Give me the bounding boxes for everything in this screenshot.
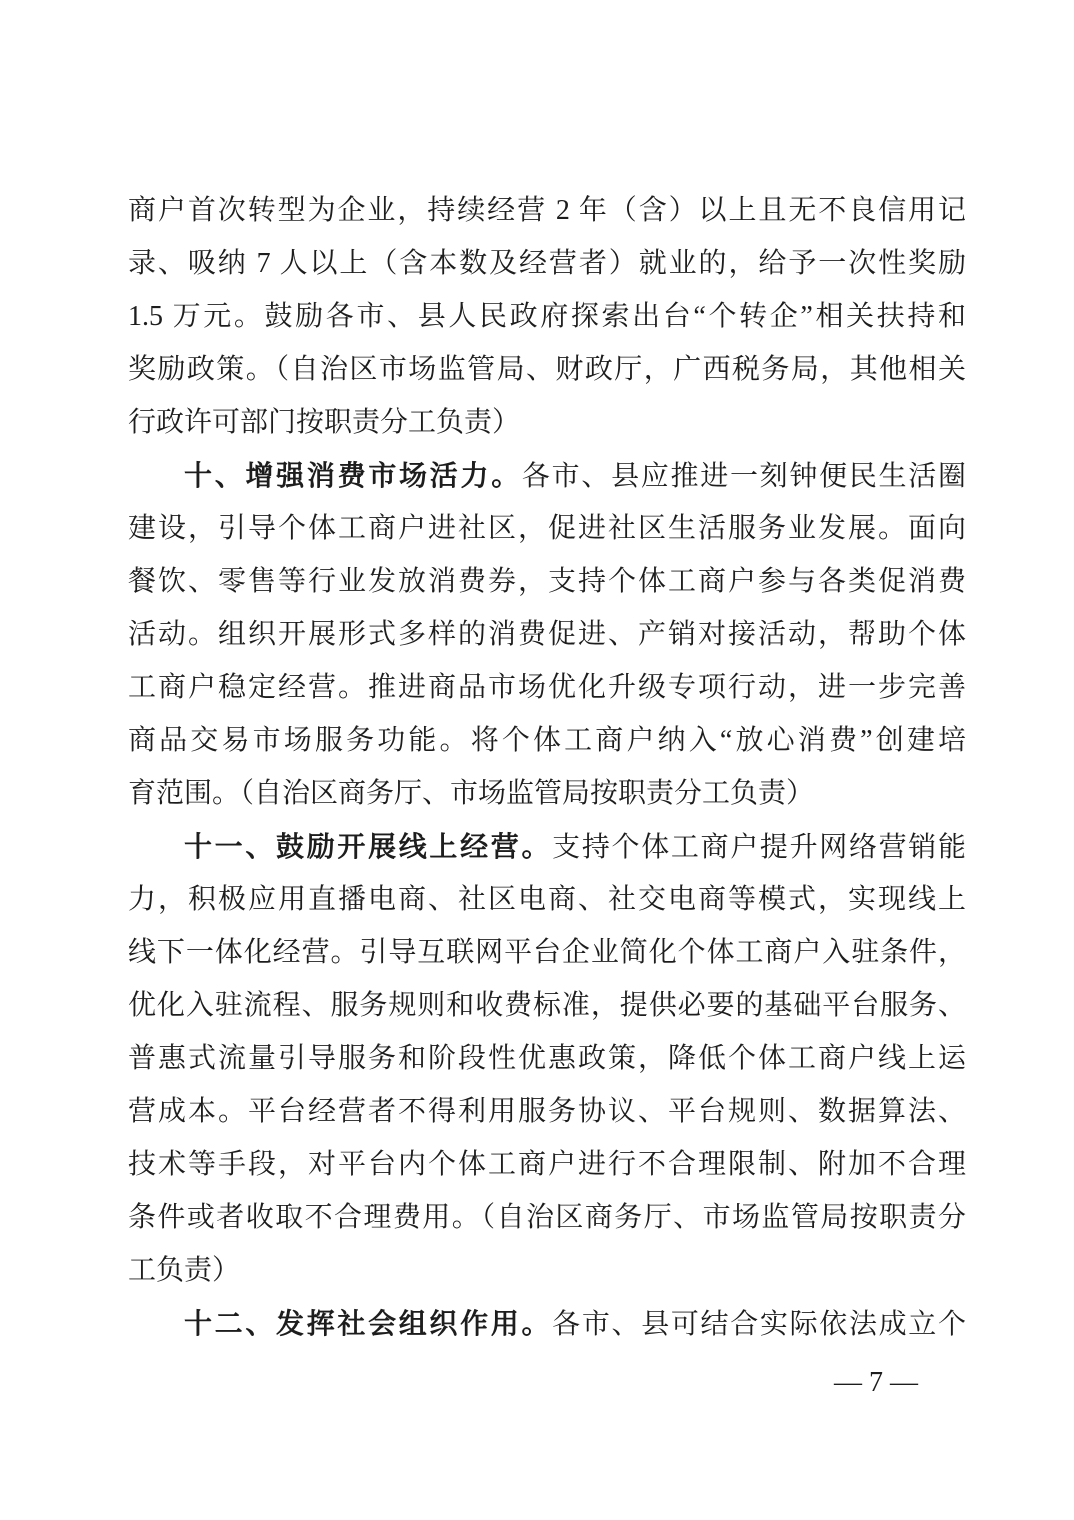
document-body xyxy=(128,184,966,1350)
text-line xyxy=(128,661,966,714)
line-text: 工负责） xyxy=(128,1255,241,1286)
page-number: — 7 — xyxy=(834,1367,918,1398)
text-line xyxy=(128,820,966,873)
line-text: 商品交易市场服务功能。将个体工商户纳入“放心消费”创建培 xyxy=(128,725,966,756)
text-line xyxy=(128,449,966,502)
text-line xyxy=(128,714,966,767)
text-line xyxy=(128,555,966,608)
text-line xyxy=(128,979,966,1032)
line-text: 奖励政策。（自治区市场监管局、财政厅，广西税务局，其他相关 xyxy=(128,354,966,385)
line-text: 各市、县可结合实际依法成立个 xyxy=(552,1309,966,1340)
text-line xyxy=(128,237,966,290)
text-line xyxy=(128,1244,966,1297)
line-text: 普惠式流量引导服务和阶段性优惠政策，降低个体工商户线上运 xyxy=(128,1043,966,1074)
line-text: 条件或者收取不合理费用。（自治区商务厅、市场监管局按职责分 xyxy=(128,1202,966,1233)
line-text: 工商户稳定经营。推进商品市场优化升级专项行动，进一步完善 xyxy=(128,672,966,703)
text-line xyxy=(128,1191,966,1244)
line-text: 餐饮、零售等行业发放消费券，支持个体工商户参与各类促消费 xyxy=(128,566,966,597)
line-text: 力，积极应用直播电商、社区电商、社交电商等模式，实现线上 xyxy=(128,884,966,915)
text-line xyxy=(128,343,966,396)
text-line xyxy=(128,290,966,343)
text-line xyxy=(128,1297,966,1350)
section-heading-10: 十、增强消费市场活力。 xyxy=(184,460,522,491)
line-text: 活动。组织开展形式多样的消费促进、产销对接活动，帮助个体 xyxy=(128,619,966,650)
line-text: 建设，引导个体工商户进社区，促进社区生活服务业发展。面向 xyxy=(128,513,966,544)
text-line xyxy=(128,1085,966,1138)
line-text: 各市、县应推进一刻钟便民生活圈 xyxy=(521,461,966,492)
line-text: 支持个体工商户提升网络营销能 xyxy=(552,832,966,863)
line-text: 育范围。（自治区商务厅、市场监管局按职责分工负责） xyxy=(128,778,815,809)
line-text: 1.5 万元。鼓励各市、县人民政府探索出台“个转企”相关扶持和 xyxy=(128,301,966,332)
line-text: 录、吸纳 7 人以上（含本数及经营者）就业的，给予一次性奖励 xyxy=(128,248,966,279)
line-text: 商户首次转型为企业，持续经营 2 年（含）以上且无不良信用记 xyxy=(128,195,966,226)
text-line xyxy=(128,184,966,237)
line-text: 线下一体化经营。引导互联网平台企业简化个体工商户入驻条件， xyxy=(128,937,966,968)
section-heading-12: 十二、发挥社会组织作用。 xyxy=(184,1308,553,1339)
text-line xyxy=(128,1032,966,1085)
text-line xyxy=(128,608,966,661)
line-text: 优化入驻流程、服务规则和收费标准，提供必要的基础平台服务、 xyxy=(128,990,966,1021)
text-line xyxy=(128,396,966,449)
text-line xyxy=(128,767,966,820)
line-text: 技术等手段，对平台内个体工商户进行不合理限制、附加不合理 xyxy=(128,1149,966,1180)
text-line xyxy=(128,873,966,926)
text-line xyxy=(128,926,966,979)
section-heading-11: 十一、鼓励开展线上经营。 xyxy=(184,831,553,862)
line-text: 营成本。平台经营者不得利用服务协议、平台规则、数据算法、 xyxy=(128,1096,966,1127)
text-line xyxy=(128,502,966,555)
line-text: 行政许可部门按职责分工负责） xyxy=(128,407,521,438)
text-line xyxy=(128,1138,966,1191)
